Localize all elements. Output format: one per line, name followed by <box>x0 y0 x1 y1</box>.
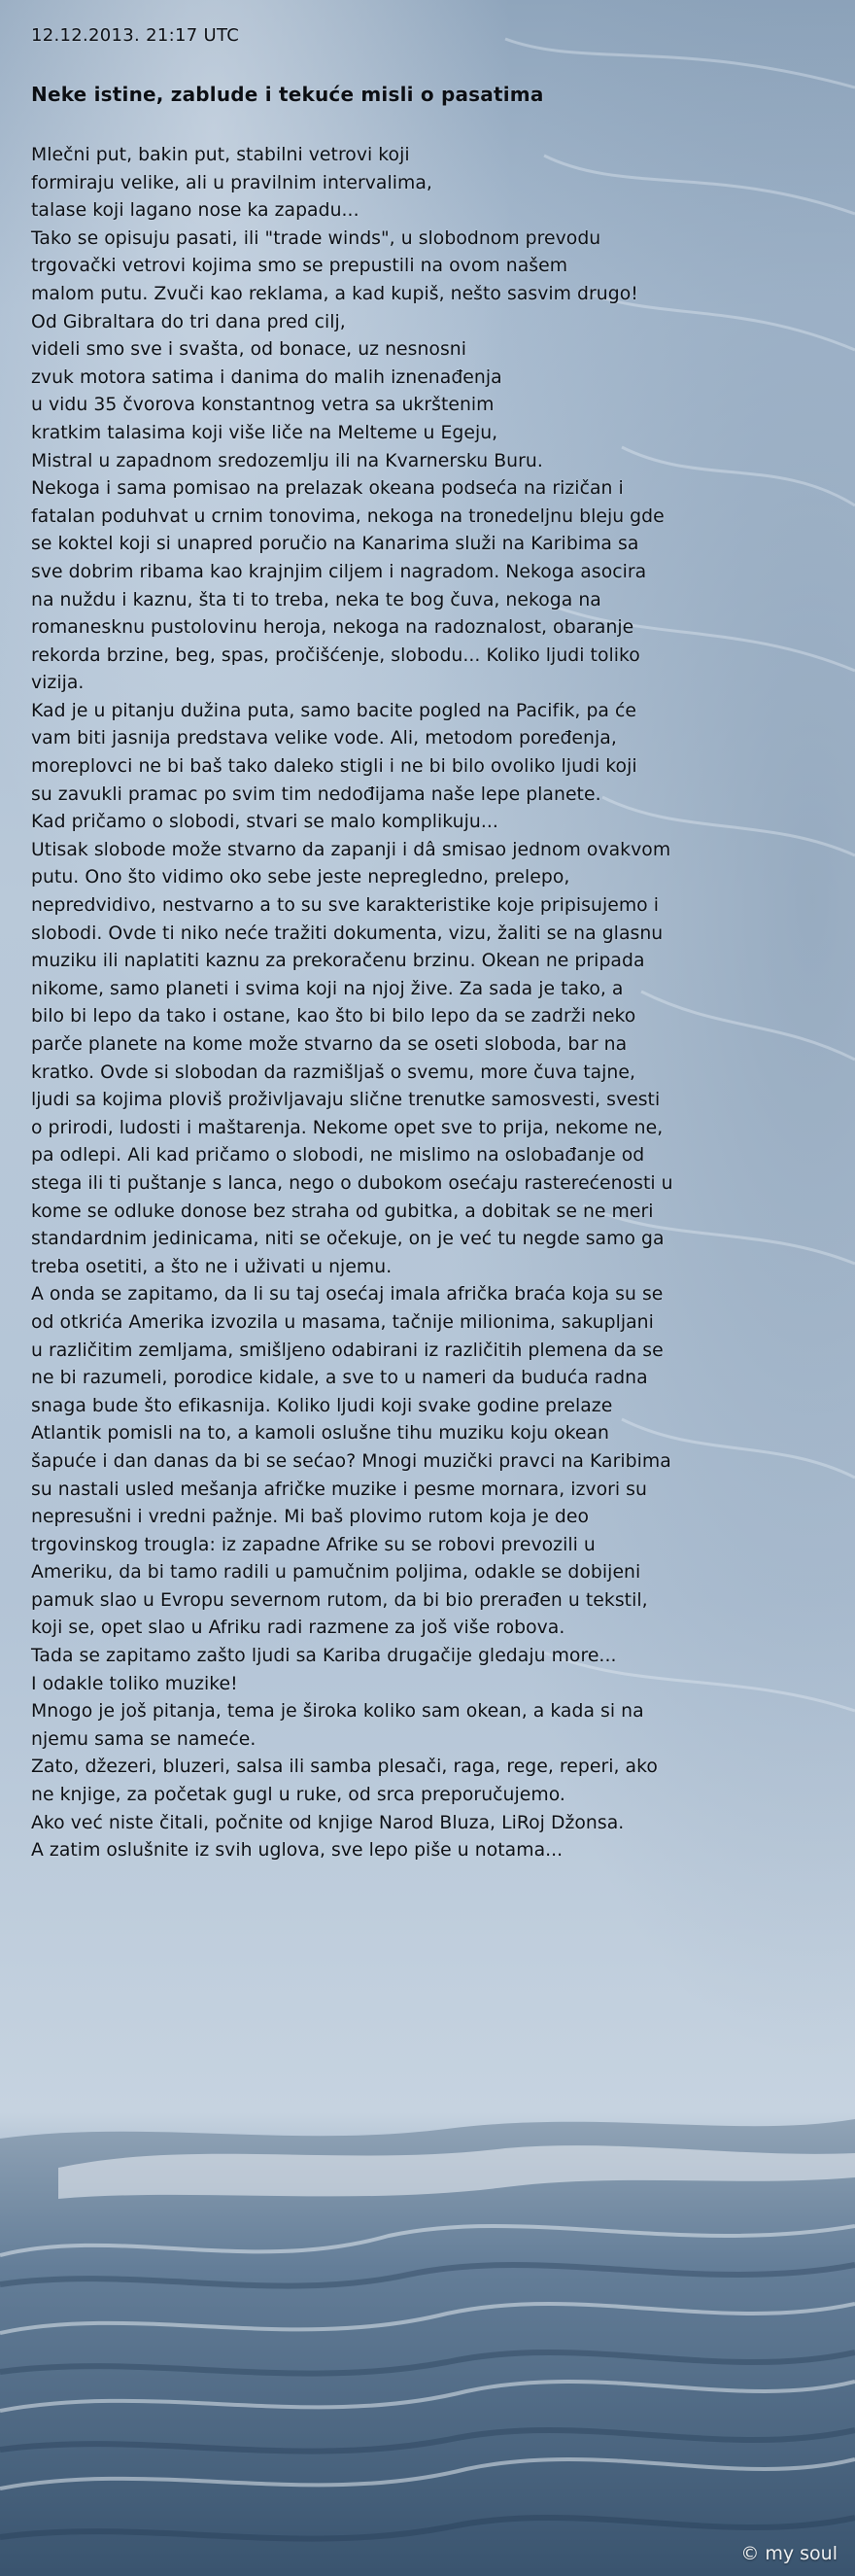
post-body-line: nepresušni i vredni pažnje. Mi baš plovimo rutom koja je deo <box>31 1507 590 1528</box>
post-body-line: Mistral u zapadnom sredozemlju ili na Kvarnersku Buru. <box>31 450 543 471</box>
post-body-line: pamuk slao u Evropu severnom rutom, da bi bio prerađen u tekstil, <box>31 1589 648 1611</box>
post-body-line: ne knjige, za početak gugl u ruke, od srca preporučujemo. <box>31 1785 565 1806</box>
post-body-line: sve dobrim ribama kao krajnjim ciljem i nagradom. Nekoga asocira <box>31 561 647 582</box>
post-body-line: muziku ili naplatiti kaznu za prekoračenu brzinu. Okean ne pripada <box>31 951 645 972</box>
post-body-line: snaga bude što efikasnija. Koliko ljudi koji svake godine prelaze <box>31 1395 613 1416</box>
post-body-line: Tada se zapitamo zašto ljudi sa Kariba drugačije gledaju more... <box>31 1646 617 1667</box>
post-body-line: trgovinskog trougla: iz zapadne Afrike su se robovi prevozili u <box>31 1534 596 1555</box>
post-body-line: standardnim jedinicama, niti se očekuje, on je već tu negde samo ga <box>31 1229 665 1250</box>
post-body-line: u vidu 35 čvorova konstantnog vetra sa ukrštenim <box>31 395 495 416</box>
post-body-line: ne bi razumeli, porodice kidale, a sve to u nameri da buduća radna <box>31 1368 648 1389</box>
post-body-line: A zatim oslušnite iz svih uglova, sve lepo piše u notama... <box>31 1840 564 1862</box>
post-body-line: videli smo sve i svašta, od bonace, uz nesnosni <box>31 339 467 361</box>
post-body-line: Atlantik pomisli na to, a kamoli oslušne tihu muziku koju okean <box>31 1423 609 1445</box>
blog-post <box>31 25 838 1865</box>
post-body-line: Zato, džezeri, bluzeri, salsa ili samba plesači, raga, rege, reperi, ako <box>31 1757 658 1778</box>
post-body-line: ljudi sa kojima ploviš proživljavaju slične trenutke samosvesti, svesti <box>31 1090 661 1111</box>
post-body-line: putu. Ono što vidimo oko sebe jeste nepregledno, prelepo, <box>31 867 570 888</box>
post-body-line: kome se odluke donose bez straha od gubitka, a dobitak se ne meri <box>31 1201 654 1222</box>
post-body-line: stega ili ti puštanje s lanca, nego o dubokom osećaju rasterećenosti u <box>31 1172 673 1194</box>
post-body-line: kratkim talasima koji više liče na Melteme u Egeju, <box>31 422 498 443</box>
post-body-line: njemu sama se nameće. <box>31 1728 256 1750</box>
post-body-line: parče planete na kome može stvarno da se oseti sloboda, bar na <box>31 1034 628 1055</box>
post-body-line: rekorda brzine, beg, spas, pročišćenje, slobodu... Koliko ljudi toliko <box>31 644 640 666</box>
post-body-line: nepredvidivo, nestvarno a to su sve karakteristike koje pripisujemo i <box>31 895 659 917</box>
post-body-line: Nekoga i sama pomisao na prelazak okeana podseća na rizičan i <box>31 478 624 500</box>
post-body-line: malom putu. Zvuči kao reklama, a kad kupiš, nešto sasvim drugo! <box>31 283 638 304</box>
post-body-line: su nastali usled mešanja afričke muzike i pesme mornara, izvori su <box>31 1479 647 1500</box>
post-body-line: Kad pričamo o slobodi, stvari se malo komplikuju... <box>31 812 498 833</box>
post-body-line: talase koji lagano nose ka zapadu... <box>31 200 359 222</box>
post-body-line: Mlečni put, bakin put, stabilni vetrovi koji <box>31 145 410 165</box>
post-body-line: Mnogo je još pitanja, tema je široka koliko sam okean, a kada si na <box>31 1701 644 1723</box>
post-body-line: pa odlepi. Ali kad pričamo o slobodi, ne mislimo na oslobađanje od <box>31 1145 645 1166</box>
post-body-line: su zavukli pramac po svim tim nedođijama naše lepe planete. <box>31 783 601 805</box>
post-body-line: trgovački vetrovi kojima smo se prepustili na ovom našem <box>31 256 568 277</box>
post-body-line: treba osetiti, a što ne i uživati u njemu. <box>31 1256 393 1277</box>
post-body-line: nikome, samo planeti i svima koji na njoj žive. Za sada je tako, a <box>31 978 624 999</box>
post-body-line: o prirodi, ludosti i maštarenja. Nekome opet sve to prija, nekome ne, <box>31 1117 664 1138</box>
post-body-line: Od Gibraltara do tri dana pred cilj, <box>31 311 346 332</box>
post-body-line: od otkrića Amerika izvozila u masama, tačnije milionima, sakupljani <box>31 1311 654 1333</box>
post-body-line: na nuždu i kaznu, šta ti to treba, neka te bog čuva, nekoga na <box>31 589 601 610</box>
post-body-line: slobodi. Ovde ti niko neće tražiti dokumenta, vizu, žaliti se na glasnu <box>31 922 664 944</box>
post-body-line: vam biti jasnija predstava velike vode. Ali, metodom poređenja, <box>31 728 617 749</box>
post-body-line: šapuće i dan danas da bi se sećao? Mnogi muzički pravci na Karibima <box>31 1450 671 1472</box>
post-body-line: formiraju velike, ali u pravilnim intervalima, <box>31 172 432 193</box>
post-body-line: moreplovci ne bi baš tako daleko stigli i ne bi bilo ovoliko ljudi koji <box>31 756 637 778</box>
post-body-line: Ako već niste čitali, počnite od knjige Narod Bluza, LiRoj Džonsa. <box>31 1812 625 1833</box>
post-body-line: Tako se opisuju pasati, ili "trade winds", u slobodnom prevodu <box>31 227 601 249</box>
post-body-line: Utisak slobode može stvarno da zapanji i dâ smisao jednom ovakvom <box>31 839 671 860</box>
post-body-line: I odakle toliko muzike! <box>31 1673 238 1694</box>
post-body <box>31 142 838 1865</box>
post-body-line: Kad je u pitanju dužina puta, samo bacite pogled na Pacifik, pa će <box>31 700 636 721</box>
post-body-line: vizija. <box>31 673 85 694</box>
copyright-watermark: © my soul <box>740 2543 838 2564</box>
post-body-line: u različitim zemljama, smišljeno odabirani iz različitih plemena da se <box>31 1340 664 1361</box>
post-body-line: bilo bi lepo da tako i ostane, kao što bi bilo lepo da se zadrži neko <box>31 1006 636 1027</box>
post-body-line: fatalan poduhvat u crnim tonovima, nekoga na tronedeljnu bleju gde <box>31 505 665 527</box>
post-body-line: romanesknu pustolovinu heroja, nekoga na radoznalost, obaranje <box>31 617 634 639</box>
post-title: Neke istine, zablude i tekuće misli o pasatima <box>31 83 544 106</box>
post-body-line: koji se, opet slao u Afriku radi razmene za još više robova. <box>31 1618 565 1639</box>
post-body-line: se koktel koji si unapred poručio na Kanarima služi na Karibima sa <box>31 534 639 555</box>
post-body-line: zvuk motora satima i danima do malih iznenađenja <box>31 366 502 388</box>
post-body-line: Ameriku, da bi tamo radili u pamučnim poljima, odakle se dobijeni <box>31 1562 641 1584</box>
post-body-line: kratko. Ovde si slobodan da razmišljaš o svemu, more čuva tajne, <box>31 1062 636 1083</box>
post-body-line: A onda se zapitamo, da li su taj osećaj imala afrička braća koja su se <box>31 1284 664 1305</box>
post-timestamp: 12.12.2013. 21:17 UTC <box>31 25 240 46</box>
